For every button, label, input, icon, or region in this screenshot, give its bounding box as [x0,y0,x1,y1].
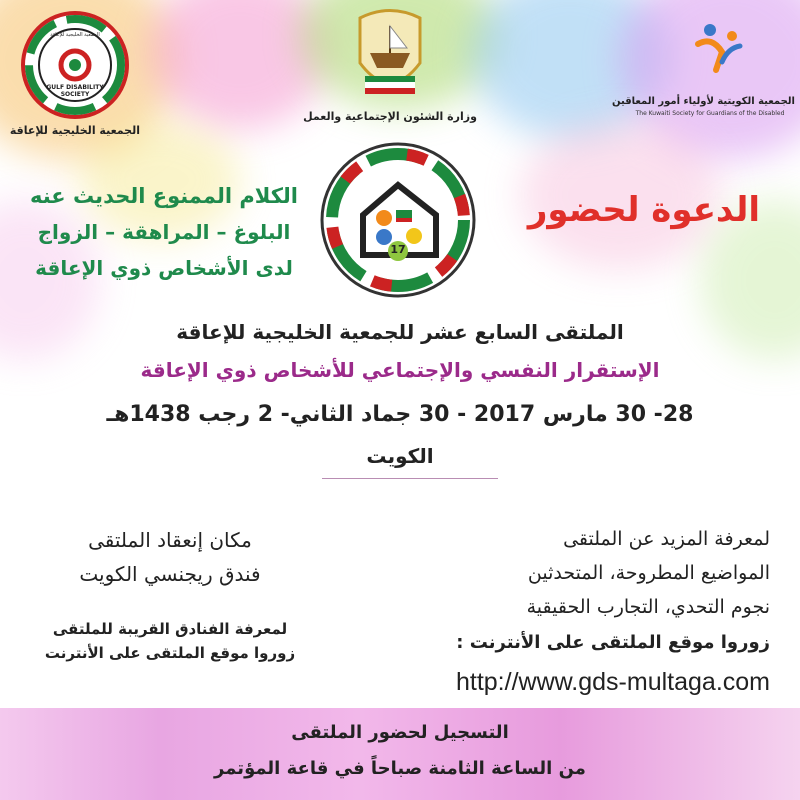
kuwaiti-society-caption-ar: الجمعية الكويتية لأولياء أمور المعاقين [612,96,795,107]
divider-line [322,478,498,479]
gulf-disability-society-caption: الجمعية الخليجية للإعاقة [9,124,140,137]
topic-line-1: الكلام الممنوع الحديث عنه [29,184,298,208]
ministry-emblem-logo [345,8,435,108]
kuwaiti-society-logo [688,18,752,82]
topic-line-2: البلوغ – المراهقة – الزواج [37,220,291,244]
registration-line-1: التسجيل لحضور الملتقى [291,722,509,743]
event-subtitle: الإستقرار النفسي والإجتماعي للأشخاص ذوي الإعاقة [140,358,660,382]
more-info-line-3: نجوم التحدي، التجارب الحقيقية [526,596,770,618]
invitation-heading: الدعوة لحضور [527,190,760,230]
more-info-line-2: المواضيع المطروحة، المتحدثين [527,562,770,584]
emblem-number: 17 [390,243,406,256]
logo-inner-text: الجمعية الخليجية للإعاقة [50,32,100,38]
forum-emblem [318,140,478,300]
venue-heading: مكان إنعقاد الملتقى [88,528,252,552]
registration-line-2: من الساعة الثامنة صباحاً في قاعة المؤتمر [214,758,586,779]
website-link[interactable]: http://www.gds-multaga.com [455,668,770,696]
logo-ring-text: GULF DISABILITY SOCIETY [46,84,104,98]
venue-name: فندق ريجنسي الكويت [79,562,261,586]
hotels-line-1: لمعرفة الفنادق القريبة للملتقى [52,620,288,638]
more-info-line-1: لمعرفة المزيد عن الملتقى [563,528,770,550]
kuwaiti-society-caption-en: The Kuwaiti Society for Guardians of the Disabled [635,110,785,117]
event-title: الملتقى السابع عشر للجمعية الخليجية للإعاقة [176,320,624,344]
hotels-line-2: زوروا موقع الملتقى على الأنترنت [44,644,296,662]
event-location: الكويت [366,444,434,468]
more-info-line-4: زوروا موقع الملتقى على الأنترنت : [456,632,770,653]
gulf-disability-society-logo [20,10,130,120]
topic-line-3: لدى الأشخاص ذوي الإعاقة [35,256,293,280]
event-dates: 28- 30 مارس 2017 - 30 جماد الثاني- 2 رجب 1438هـ [106,402,694,427]
ministry-caption: وزارة الشئون الإجتماعية والعمل [303,110,477,123]
